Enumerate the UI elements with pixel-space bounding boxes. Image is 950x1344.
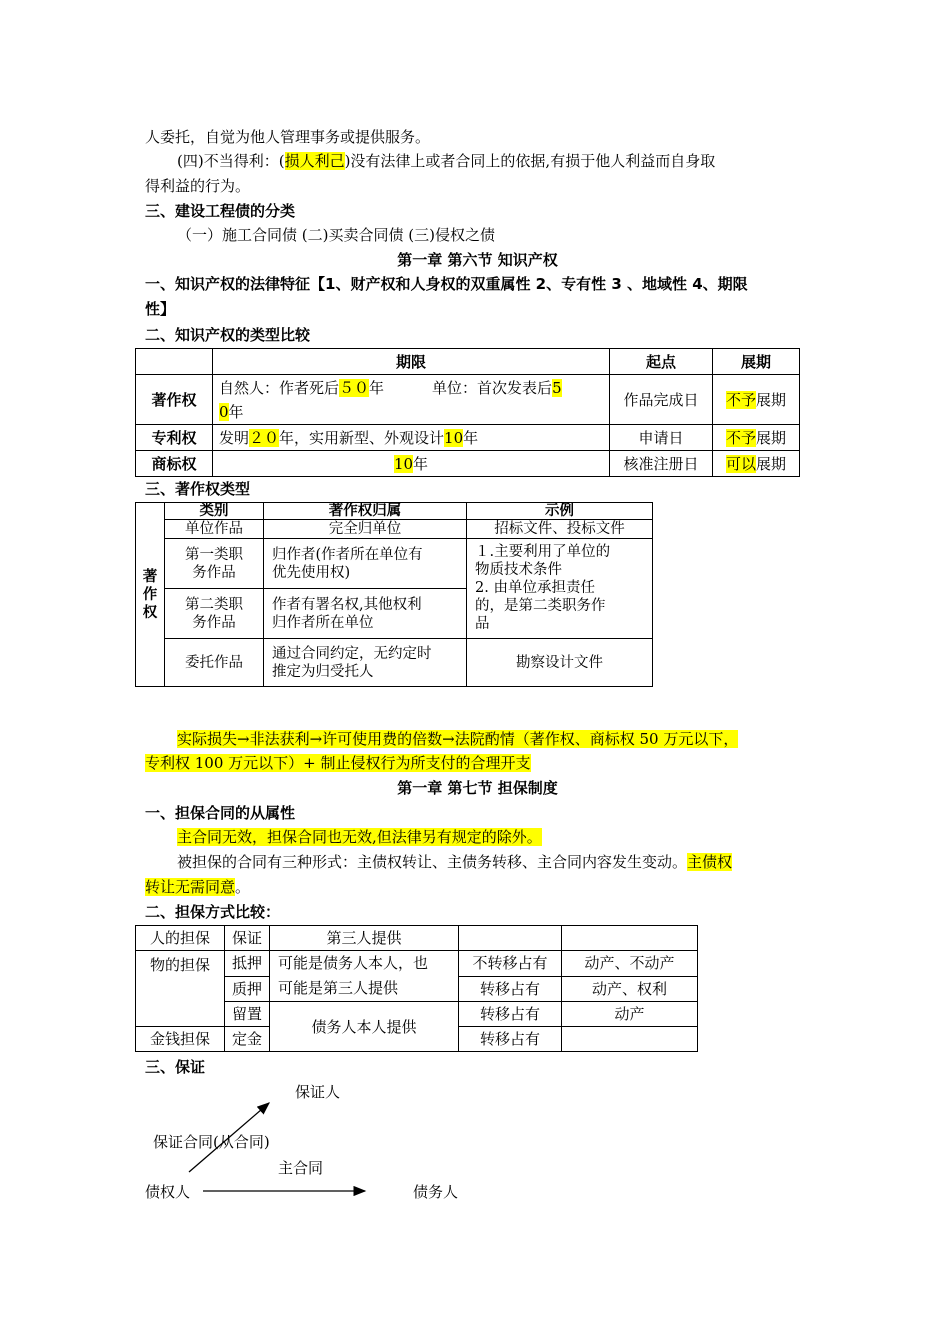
guarantee-arrow xyxy=(189,1103,269,1172)
ip-features-line: 一、知识产权的法律特征【1、财产权和人身权的双重属性 2、专有性 3 、地域性 4、期限 xyxy=(145,275,748,293)
table-row: 留置 债务人本人提供 转移占有 动产 xyxy=(136,1002,698,1027)
diagram-arrows xyxy=(145,1090,405,1200)
table-row: 第一类职 务作品 归作者(作者所在单位有 优先使用权) １.主要利用了单位的 物质技术条件 2. 由单位承担责任 的，是第二类职务作 品 xyxy=(136,539,653,589)
debt-class-list: （一）施工合同债 (二)买卖合同债 (三)侵权之债 xyxy=(177,226,495,244)
section-heading: 二、知识产权的类型比较 xyxy=(145,326,311,344)
section-heading: 二、担保方式比较： xyxy=(145,903,281,921)
damages-line-2: 专利权 100 万元以下）+ 制止侵权行为所支付的合理开支 xyxy=(145,754,531,772)
row-label: 著作权 xyxy=(136,375,213,425)
shared-example-cell: １.主要利用了单位的 物质技术条件 2. 由单位承担责任 的，是第二类职务作 品 xyxy=(467,539,653,639)
ip-comparison-table xyxy=(135,348,800,477)
highlight: 损人利己 xyxy=(284,152,345,170)
section-heading: 一、担保合同的从属性 xyxy=(145,804,296,822)
term-cell: 自然人：作者死后５０年 单位：首次发表后5 0年 xyxy=(213,375,610,425)
row-label: 著作权 xyxy=(136,503,165,687)
unjust-enrichment-line: (四)不当得利：(损人利己)没有法律上或者合同上的依据,有损于他人利益而自身取 xyxy=(177,152,716,170)
table-header xyxy=(136,349,213,375)
contract-forms-line: 被担保的合同有三种形式：主债权转让、主债务转移、主合同内容发生变动。主债权 xyxy=(177,853,733,871)
table-header: 起点 xyxy=(610,349,713,375)
unjust-enrichment-line-2: 得利益的行为。 xyxy=(145,177,251,195)
table-row: 商标权 10年 核准注册日 可以展期 xyxy=(136,451,800,477)
contract-forms-line-2: 转让无需同意。 xyxy=(145,878,251,896)
table-row: 单位作品 完全归单位 招标文件、投标文件 xyxy=(136,520,653,539)
table-header: 类别 xyxy=(165,503,264,520)
ip-features-line-2: 性】 xyxy=(145,300,176,318)
row-label: 商标权 xyxy=(136,451,213,477)
chapter-title: 第一章 第六节 知识产权 xyxy=(397,251,558,269)
creditor-label: 债权人 xyxy=(145,1183,191,1201)
chapter-title: 第一章 第七节 担保制度 xyxy=(397,779,558,797)
section-heading: 三、著作权类型 xyxy=(145,480,251,498)
table-row: 人的担保 保证 第三人提供 xyxy=(136,926,698,951)
guarantee-contract-label: 保证合同(从合同) xyxy=(153,1133,270,1151)
table-row: 著作权 自然人：作者死后５０年 单位：首次发表后5 0年 作品完成日 不予展期 xyxy=(136,375,800,425)
table-header: 示例 xyxy=(467,503,653,520)
subordination-line: 主合同无效，担保合同也无效,但法律另有规定的除外。 xyxy=(177,828,542,846)
section-heading: 三、保证 xyxy=(145,1058,206,1076)
main-contract-label: 主合同 xyxy=(278,1159,324,1177)
section-heading: 三、建设工程债的分类 xyxy=(145,202,296,220)
table-header: 著作权归属 xyxy=(264,503,467,520)
copyright-types-table xyxy=(135,502,653,687)
guarantor-label: 保证人 xyxy=(295,1083,341,1101)
intro-line: 人委托，自觉为他人管理事务或提供服务。 xyxy=(145,128,431,146)
table-row: 质押 转移占有 动产、权利 xyxy=(136,976,698,1002)
row-label: 专利权 xyxy=(136,425,213,451)
table-row: 金钱担保 定金 转移占有 xyxy=(136,1027,698,1052)
debtor-label: 债务人 xyxy=(413,1183,459,1201)
table-header: 展期 xyxy=(713,349,800,375)
table-header: 期限 xyxy=(213,349,610,375)
damages-line: 实际损失→非法获利→许可使用费的倍数→法院酌情（著作权、商标权 50 万元以下， xyxy=(177,730,739,748)
table-row: 第二类职 务作品 作者有署名权,其他权利 归作者所在单位 xyxy=(136,589,653,639)
table-row: 专利权 发明２０年，实用新型、外观设计10年 申请日 不予展期 xyxy=(136,425,800,451)
guarantee-methods-table xyxy=(135,925,698,1052)
table-row: 委托作品 通过合同约定，无约定时 推定为归受托人 勘察设计文件 xyxy=(136,639,653,687)
table-row: 物的担保 抵押 可能是债务人本人，也 可能是第三人提供 不转移占有 动产、不动产 xyxy=(136,951,698,977)
